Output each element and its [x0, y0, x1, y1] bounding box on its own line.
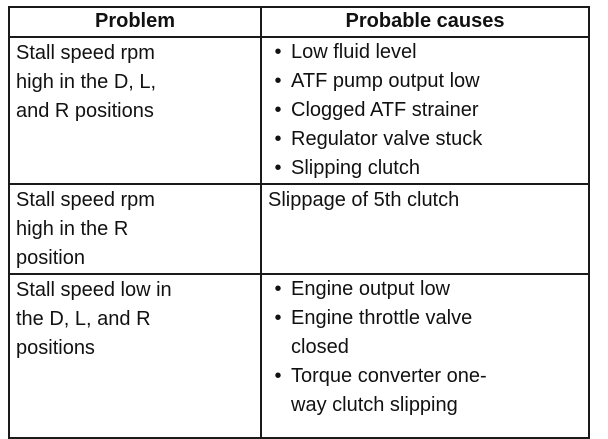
bullet-icon: • — [274, 128, 282, 150]
cause-text: Slipping clutch — [291, 157, 420, 179]
bullet-icon: • — [274, 157, 282, 179]
cause-text: ATF pump output low — [291, 70, 480, 92]
problem-cell — [9, 184, 261, 274]
table-row — [9, 37, 589, 184]
problem-cell — [9, 274, 261, 438]
problem-cell — [9, 37, 261, 184]
cause-item — [268, 362, 582, 420]
troubleshooting-table-sheet — [8, 6, 588, 430]
cause-text: Low fluid level — [291, 41, 417, 63]
bullet-icon: • — [274, 365, 282, 387]
cause-text: Regulator valve stuck — [291, 128, 483, 150]
cause-text: Slippage of 5th clutch — [268, 189, 460, 211]
problem-text: Stall speed rpm high in the D, L, and R positions — [16, 42, 157, 122]
bullet-icon: • — [274, 278, 282, 300]
cause-text: Engine output low — [291, 278, 451, 300]
bullet-icon: • — [274, 41, 282, 63]
problem-text: Stall speed low in the D, L, and R positions — [16, 279, 172, 359]
cause-list — [268, 275, 582, 420]
header-problem: Problem — [9, 7, 261, 37]
table-row — [9, 274, 589, 438]
cause-item — [268, 67, 582, 96]
cause-text: Clogged ATF strainer — [291, 99, 479, 121]
cause-list — [268, 38, 582, 183]
bullet-icon: • — [274, 99, 282, 121]
cause-item — [268, 275, 582, 304]
table-row — [9, 184, 589, 274]
problem-text: Stall speed rpm high in the R position — [16, 189, 155, 269]
cause-item — [268, 96, 582, 125]
cause-item — [268, 125, 582, 154]
cause-item — [268, 38, 582, 67]
troubleshooting-table — [8, 6, 590, 439]
causes-cell — [261, 274, 589, 438]
cause-item — [268, 304, 582, 362]
cause-text: Engine throttle valve closed — [291, 307, 473, 358]
table-header-row — [9, 7, 589, 37]
causes-cell — [261, 37, 589, 184]
bullet-icon: • — [274, 307, 282, 329]
bullet-icon: • — [274, 70, 282, 92]
cause-item — [268, 154, 582, 183]
cause-text: Torque converter one- way clutch slipping — [291, 365, 487, 416]
causes-cell — [261, 184, 589, 274]
header-probable-causes: Probable causes — [261, 7, 589, 37]
